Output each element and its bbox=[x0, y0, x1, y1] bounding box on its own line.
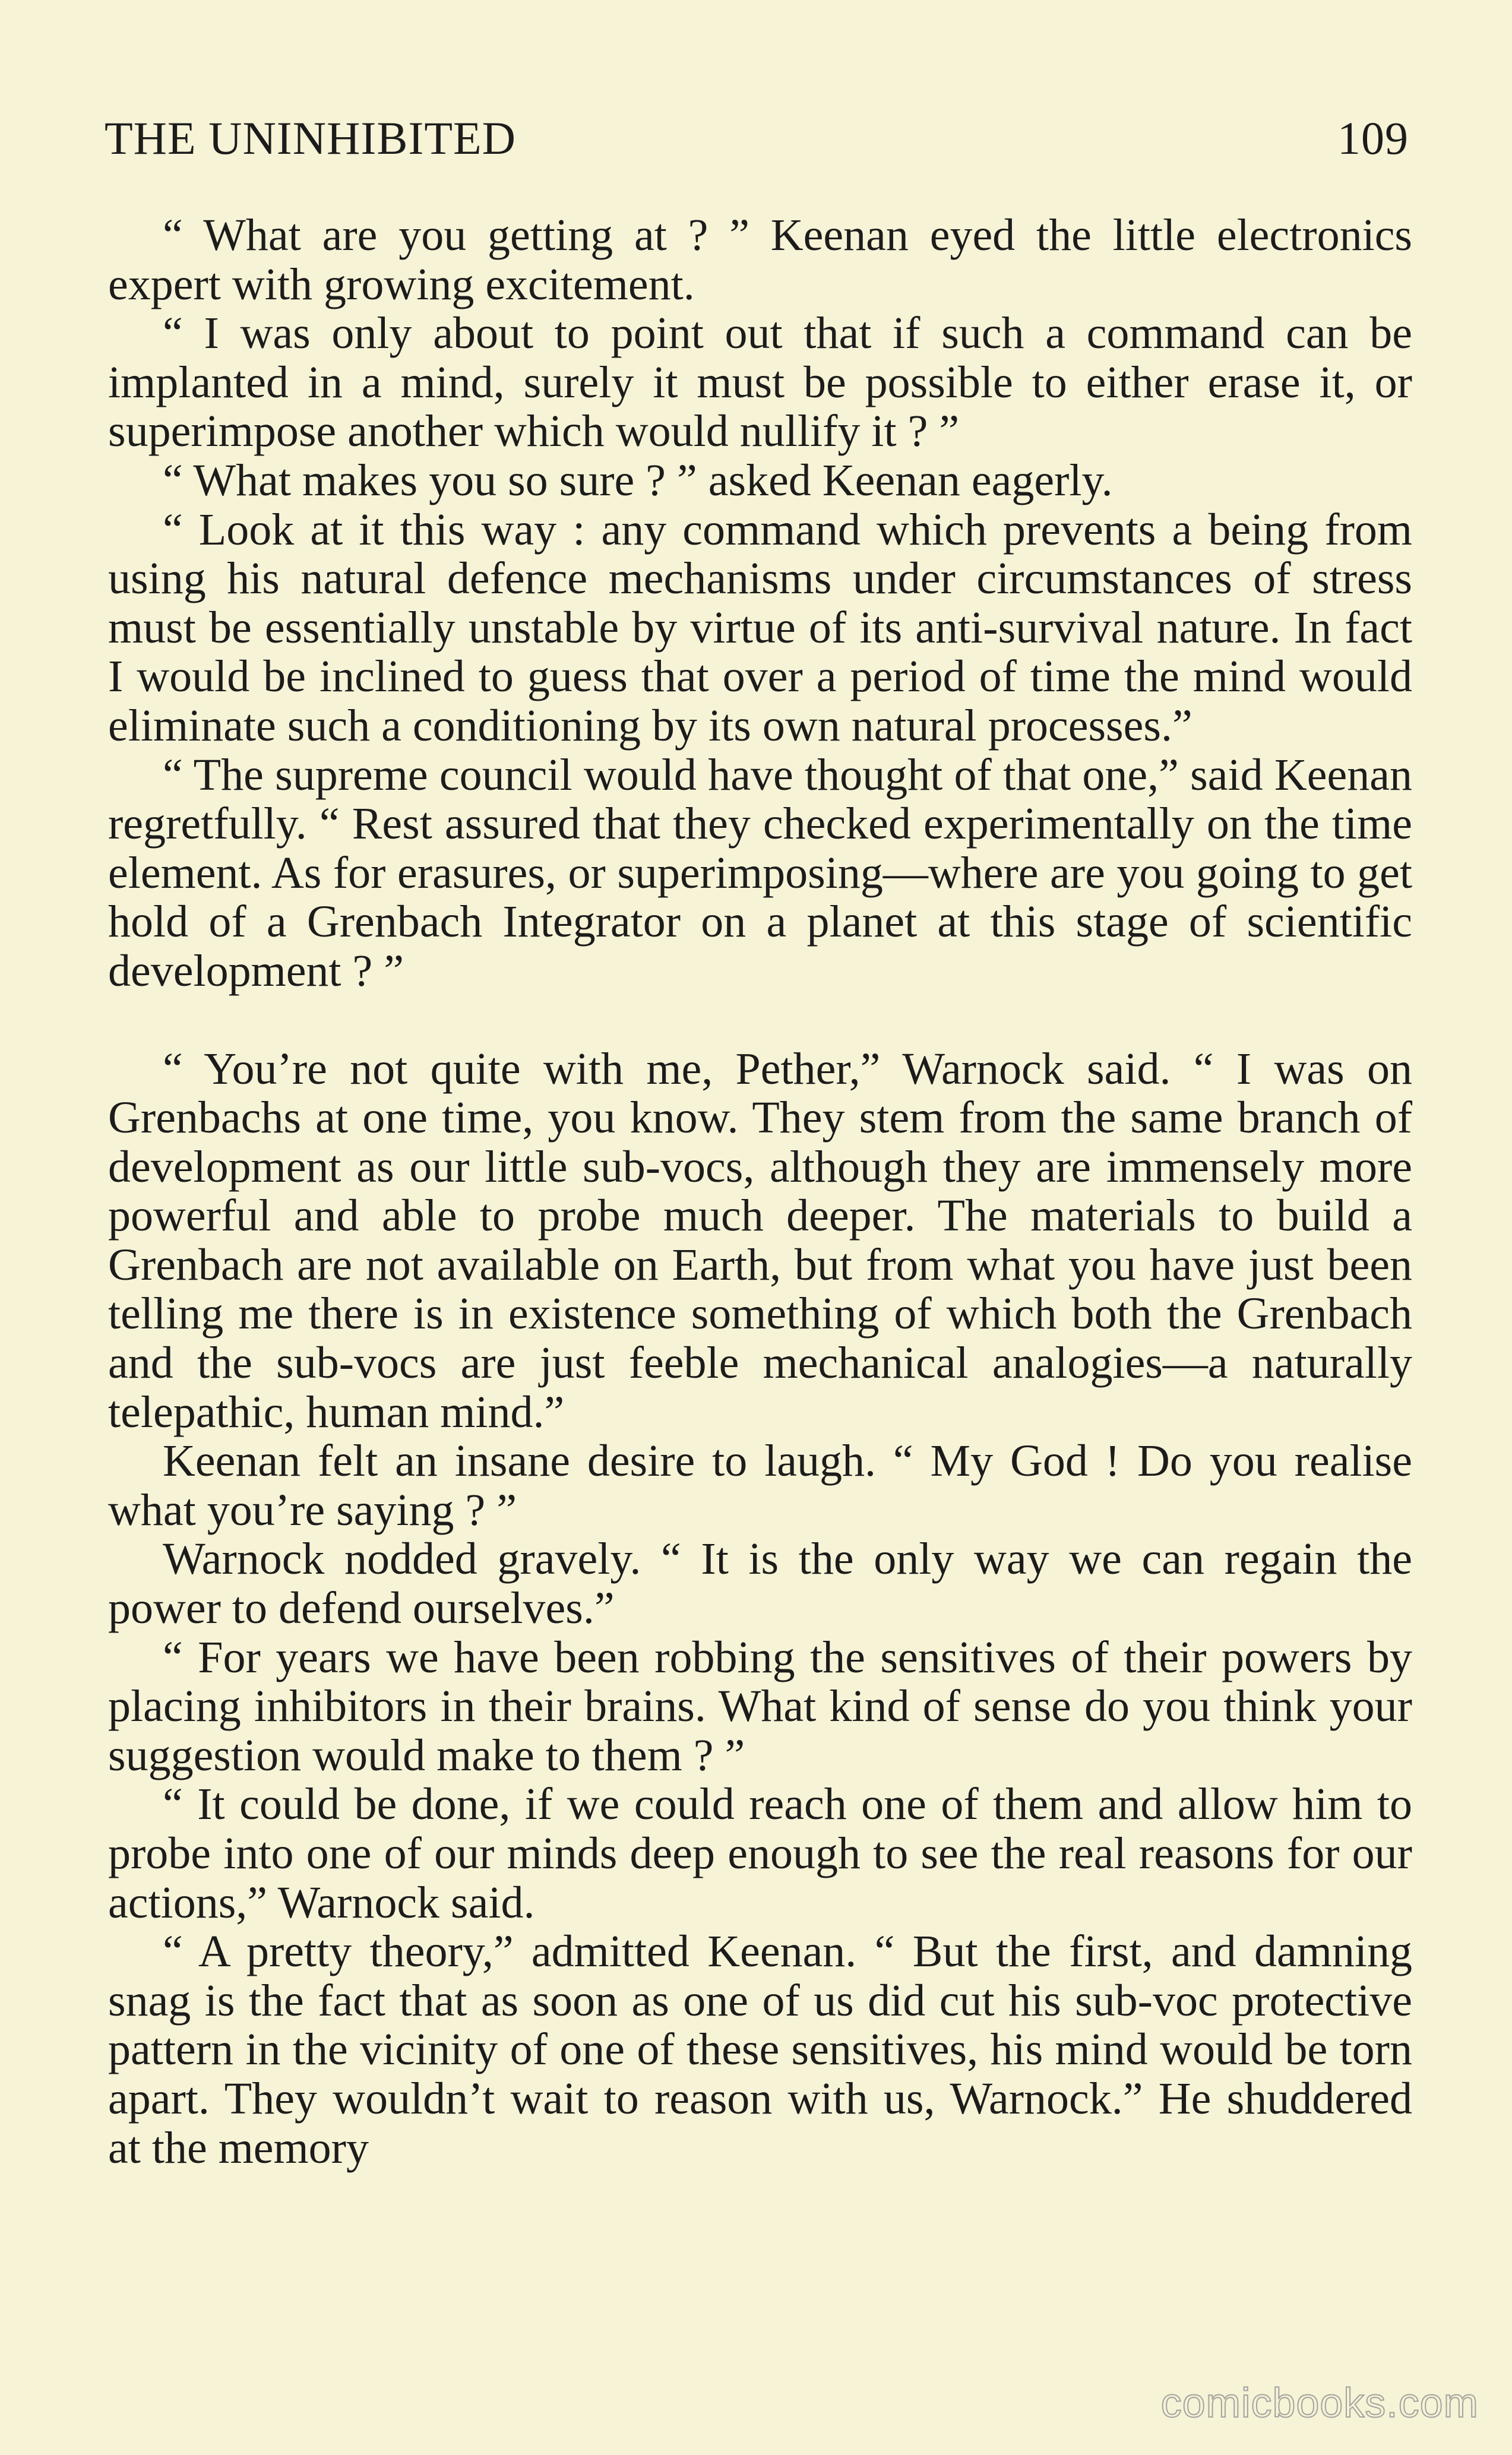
paragraph: “ The supreme council would have thought of that one,” said Keenan regretfully. “ Rest assured that they checked experimentally on the time element. As for erasures, or superimposing—where are you going to get hold of a Grenbach Integrator on a planet at this stage of scientific development ? ” bbox=[108, 749, 1412, 996]
paragraph: “ For years we have been robbing the sensitives of their powers by placing inhibitors in their brains. What kind of sense do you think your suggestion would make to them ? ” bbox=[108, 1632, 1412, 1780]
running-title: THE UNINHIBITED bbox=[105, 112, 517, 164]
paragraph: “ What are you getting at ? ” Keenan eyed the little electronics expert with growing excitement. bbox=[108, 210, 1412, 309]
paragraph: “ What makes you so sure ? ” asked Keenan eagerly. bbox=[163, 455, 1113, 505]
paragraph: “ I was only about to point out that if such a command can be implanted in a mind, surely it must be possible to either erase it, or superimpose another which would nullify it ? ” bbox=[108, 308, 1412, 457]
paragraph: “ You’re not quite with me, Pether,” Warnock said. “ I was on Grenbachs at one time, you know. They stem from the same branch of development as our little sub-vocs, although they are immensely more powerful and able to probe much deeper. The materials to build a Grenbach are not available on Earth, but from what you have just been telling me there is in existence something of which both the Grenbach and the sub-vocs are just feeble mechanical analogies—a naturally telepathic, human mind.” bbox=[108, 1043, 1412, 1437]
paragraph: Warnock nodded gravely. “ It is the only way we can regain the power to defend ourselves.” bbox=[108, 1534, 1412, 1634]
paragraph: “ A pretty theory,” admitted Keenan. “ But the first, and damning snag is the fact that as soon as one of us did cut his sub-voc protective pattern in the vicinity of one of these sensitives, his mind would be torn apart. They wouldn’t wait to reason with us, Warnock.” He shuddered at the memory bbox=[108, 1926, 1412, 2173]
watermark-logo: comicbooks.com bbox=[1160, 2380, 1479, 2426]
page-number: 109 bbox=[1337, 112, 1409, 164]
running-head bbox=[105, 112, 1409, 165]
body-text bbox=[108, 211, 1412, 2172]
paragraph: Keenan felt an insane desire to laugh. “ My God ! Do you realise what you’re saying ? ” bbox=[108, 1436, 1412, 1535]
paragraph: “ It could be done, if we could reach one of them and allow him to probe into one of our minds deep enough to see the real reasons for our actions,” Warnock said. bbox=[108, 1779, 1412, 1928]
paragraph: “ Look at it this way : any command which prevents a being from using his natural defence mechanisms under circumstances of stress must be essentially unstable by virtue of its anti-survival nature. In fact I would be inclined to guess that over a period of time the mind would eliminate such a conditioning by its own natural processes.” bbox=[108, 504, 1412, 751]
